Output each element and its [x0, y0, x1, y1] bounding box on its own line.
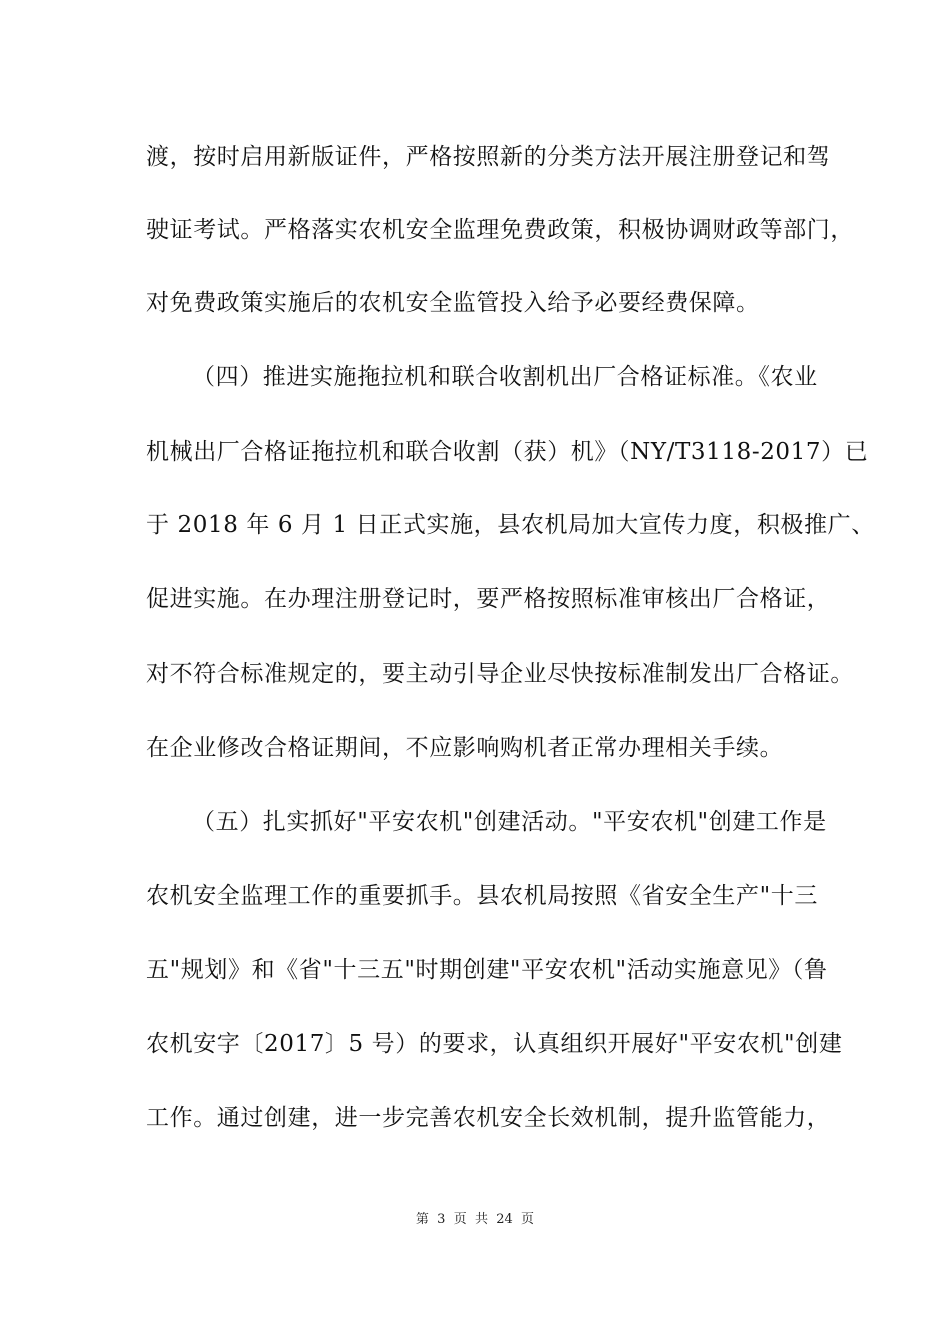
text-line: 于 2018 年 6 月 1 日正式实施，县农机局加大宣传力度，积极推广、	[146, 512, 875, 538]
paragraph-start-line: （五）扎实抓好"平安农机"创建活动。"平安农机"创建工作是	[192, 809, 827, 835]
text-line: 农机安全监理工作的重要抓手。县农机局按照《省安全生产"十三	[146, 883, 818, 909]
text-line: 驶证考试。严格落实农机安全监理免费政策，积极协调财政等部门，	[146, 217, 854, 243]
paragraph-start-line: （四）推进实施拖拉机和联合收割机出厂合格证标准。《农业	[192, 364, 818, 390]
text-line: 在企业修改合格证期间，不应影响购机者正常办理相关手续。	[146, 735, 784, 761]
page-number-footer: 第 3 页 共 24 页	[415, 1212, 535, 1227]
text-line: 对不符合标准规定的，要主动引导企业尽快按标准制发出厂合格证。	[146, 661, 854, 687]
text-line: 农机安字〔2017〕5 号）的要求，认真组织开展好"平安农机"创建	[146, 1031, 843, 1057]
text-line: 对免费政策实施后的农机安全监管投入给予必要经费保障。	[146, 290, 760, 316]
text-line: 工作。通过创建，进一步完善农机安全长效机制，提升监管能力，	[146, 1105, 831, 1131]
text-line: 促进实施。在办理注册登记时，要严格按照标准审核出厂合格证，	[146, 586, 831, 612]
text-line: 渡，按时启用新版证件，严格按照新的分类方法开展注册登记和驾	[146, 144, 831, 170]
text-line: 机械出厂合格证拖拉机和联合收割（获）机》（NY/T3118-2017）已	[146, 439, 869, 465]
text-line: 五"规划》和《省"十三五"时期创建"平安农机"活动实施意见》（鲁	[146, 957, 828, 983]
